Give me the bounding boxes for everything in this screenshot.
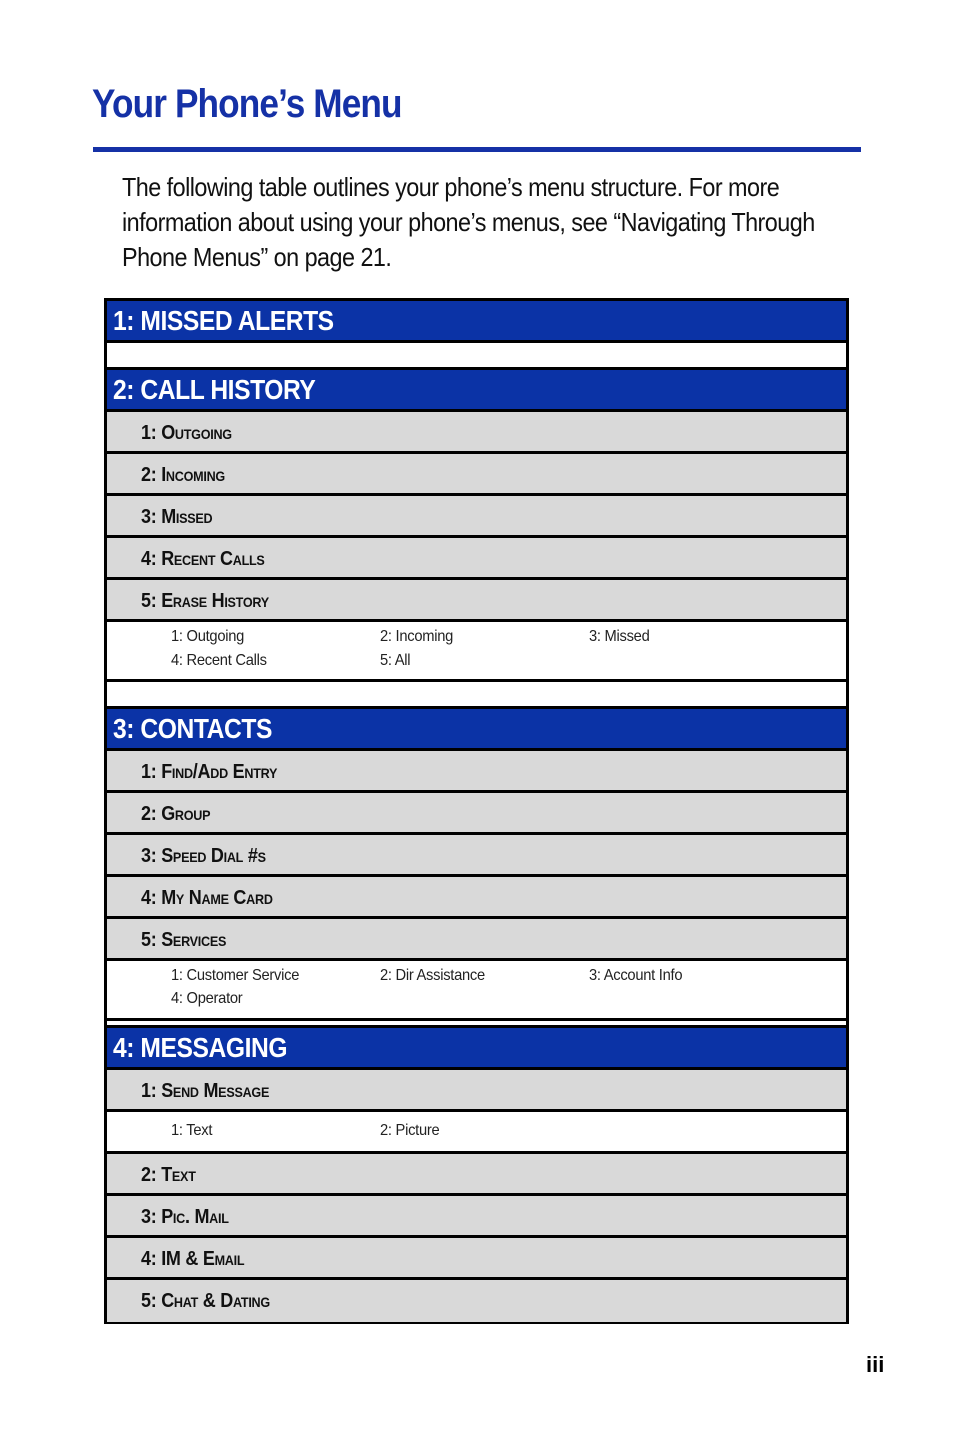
menu-item-label: 3: Speed Dial #s [141, 845, 266, 867]
menu-item-label: 1: Find/Add Entry [141, 761, 278, 783]
menu-item-send-message[interactable] [107, 1070, 846, 1112]
menu-item-speed-dial[interactable] [107, 835, 846, 877]
menu-item-label: 4: My Name Card [141, 887, 273, 909]
menu-item-label: 2: Group [141, 803, 211, 825]
menu-table [104, 298, 849, 1324]
title-divider [93, 147, 861, 152]
menu-item-missed[interactable] [107, 496, 846, 538]
page-title: Your Phone’s Menu [92, 82, 402, 126]
menu-item-group[interactable] [107, 793, 846, 835]
menu-item-label: 3: Missed [141, 506, 213, 528]
section-contacts[interactable] [107, 709, 846, 751]
menu-item-pic-mail[interactable] [107, 1196, 846, 1238]
option-recent-calls[interactable]: 4: Recent Calls [171, 652, 267, 669]
menu-item-label: 5: Erase History [141, 590, 269, 612]
section-spacer [107, 682, 846, 709]
section-spacer [107, 1021, 846, 1028]
section-spacer [107, 343, 846, 370]
menu-item-label: 5: Services [141, 929, 227, 951]
option-incoming[interactable]: 2: Incoming [380, 628, 454, 645]
menu-item-recent-calls[interactable] [107, 538, 846, 580]
section-messaging[interactable] [107, 1028, 846, 1070]
section-label: 2: CALL HISTORY [113, 374, 316, 405]
menu-item-services[interactable] [107, 919, 846, 961]
menu-item-text[interactable] [107, 1154, 846, 1196]
menu-item-label: 2: Text [141, 1164, 196, 1186]
menu-item-erase-history[interactable] [107, 580, 846, 622]
menu-item-label: 2: Incoming [141, 464, 225, 486]
section-call-history[interactable] [107, 370, 846, 412]
section-label: 3: CONTACTS [113, 713, 272, 744]
menu-item-incoming[interactable] [107, 454, 846, 496]
option-all[interactable]: 5: All [380, 652, 411, 669]
intro-paragraph: The following table outlines your phone’s menu structure. For more information about using your phone’s menus, see “Navigating Through Phone Menus” on page 21. [122, 172, 815, 272]
menu-item-label: 1: Outgoing [141, 422, 232, 444]
section-label: 4: MESSAGING [113, 1032, 288, 1063]
option-outgoing[interactable]: 1: Outgoing [171, 628, 245, 645]
option-missed[interactable]: 3: Missed [589, 628, 650, 645]
option-operator[interactable]: 4: Operator [171, 990, 243, 1007]
menu-item-my-name-card[interactable] [107, 877, 846, 919]
menu-item-find-add-entry[interactable] [107, 751, 846, 793]
option-account-info[interactable]: 3: Account Info [589, 967, 683, 984]
option-text[interactable]: 1: Text [171, 1122, 213, 1139]
section-missed-alerts[interactable] [107, 301, 846, 343]
erase-history-options [107, 622, 846, 682]
menu-item-outgoing[interactable] [107, 412, 846, 454]
services-options [107, 961, 846, 1021]
option-picture[interactable]: 2: Picture [380, 1122, 440, 1139]
menu-item-label: 4: IM & Email [141, 1248, 245, 1270]
menu-item-label: 3: Pic. Mail [141, 1206, 229, 1228]
section-label: 1: MISSED ALERTS [113, 305, 334, 336]
option-customer-service[interactable]: 1: Customer Service [171, 967, 300, 984]
send-message-options [107, 1112, 846, 1154]
menu-item-label: 1: Send Message [141, 1080, 270, 1102]
page-number: iii [866, 1352, 885, 1377]
menu-item-im-email[interactable] [107, 1238, 846, 1280]
option-dir-assistance[interactable]: 2: Dir Assistance [380, 967, 485, 984]
menu-item-label: 5: Chat & Dating [141, 1290, 270, 1312]
menu-item-label: 4: Recent Calls [141, 548, 265, 570]
menu-item-chat-dating[interactable] [107, 1280, 846, 1322]
